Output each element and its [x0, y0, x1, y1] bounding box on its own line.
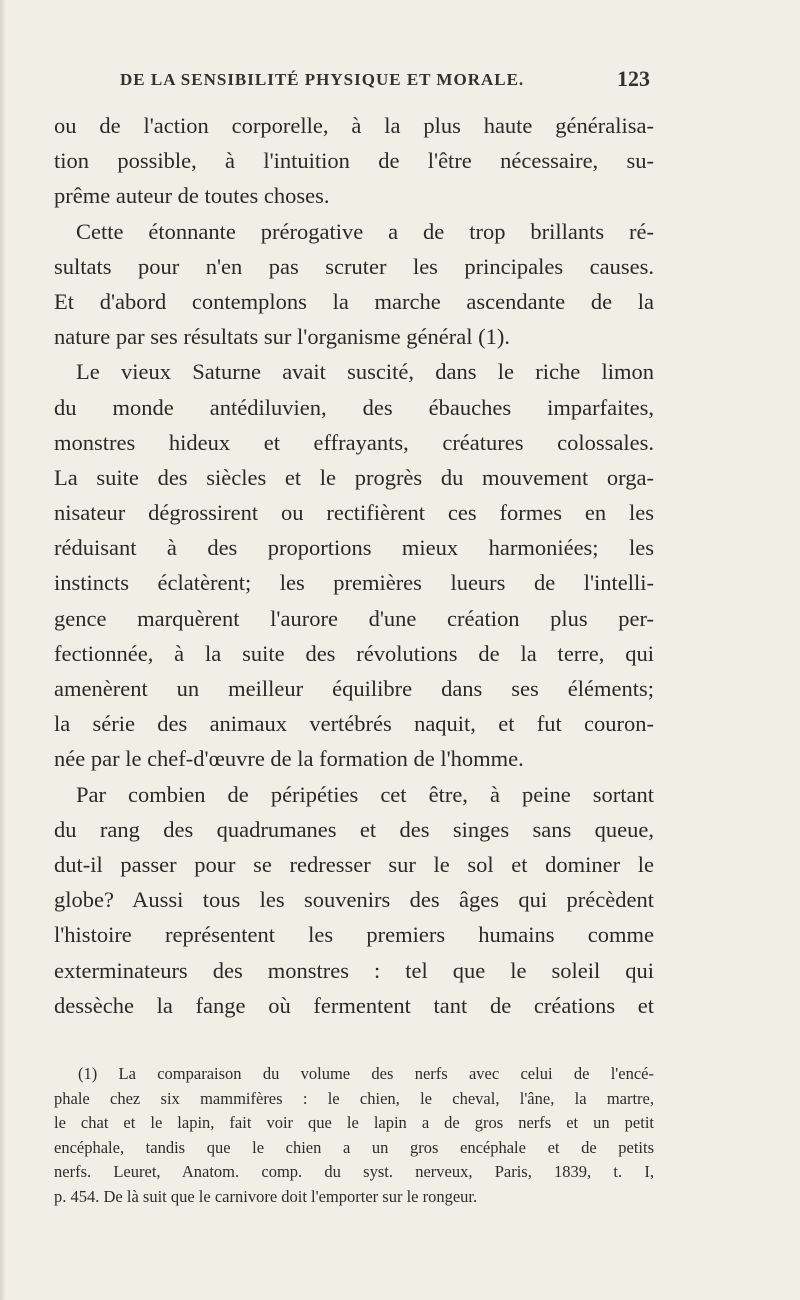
footnote-line: p. 454. De là suit que le carnivore doit l'emporter sur le rongeur. — [54, 1186, 478, 1206]
page-number: 123 — [617, 66, 650, 91]
footnote-line: (1) La comparaison du volume des nerfs avec celui de l'encé- — [78, 1064, 654, 1083]
text-line: exterminateurs des monstres : tel que le soleil qui — [54, 957, 654, 983]
text-line: instincts éclatèrent; les premières lueurs de l'intelli- — [54, 570, 654, 596]
text-line: Cette étonnante prérogative a de trop brillants ré- — [76, 218, 654, 244]
text-line: réduisant à des proportions mieux harmoniées; les — [54, 535, 654, 561]
text-line: fectionnée, à la suite des révolutions de la terre, qui — [54, 640, 654, 666]
text-line: tion possible, à l'intuition de l'être nécessaire, su- — [54, 148, 654, 174]
text-line: globe? Aussi tous les souvenirs des âges qui précèdent — [54, 887, 654, 913]
text-line: amenèrent un meilleur équilibre dans ses éléments; — [54, 676, 654, 701]
text-line: la série des animaux vertébrés naquit, et fut couron- — [54, 711, 654, 737]
text-line: l'histoire représentent les premiers humains comme — [54, 922, 654, 948]
running-head: DE LA SENSIBILITÉ PHYSIQUE ET MORALE. — [120, 70, 525, 89]
text-line: Le vieux Saturne avait suscité, dans le riche limon — [76, 359, 654, 385]
text-line: du monde antédiluvien, des ébauches imparfaites, — [54, 394, 654, 420]
footnote-line: encéphale, tandis que le chien a un gros encéphale et de petits — [54, 1137, 654, 1157]
text-line: dessèche la fange où fermentent tant de créations et — [54, 992, 654, 1018]
footnote-line: nerfs. Leuret, Anatom. comp. du syst. nerveux, Paris, 1839, t. I, — [54, 1162, 654, 1182]
text-line: sultats pour n'en pas scruter les principales causes. — [54, 253, 654, 279]
text-line: nisateur dégrossirent ou rectifièrent ces formes en les — [54, 500, 654, 526]
text-line: monstres hideux et effrayants, créatures colossales. — [54, 429, 654, 455]
footnote-line: phale chez six mammifères : le chien, le cheval, l'âne, la martre, — [54, 1088, 654, 1108]
text-line: La suite des siècles et le progrès du mouvement orga- — [54, 464, 654, 490]
text-line: gence marquèrent l'aurore d'une création plus per- — [54, 605, 654, 631]
page-header — [120, 66, 650, 96]
text-line: Par combien de péripéties cet être, à peine sortant — [76, 781, 654, 807]
text-line: dut-il passer pour se redresser sur le sol et dominer le — [54, 851, 654, 877]
footnote — [54, 1062, 654, 1210]
footnote-line: le chat et le lapin, fait voir que le lapin a de gros nerfs et un petit — [54, 1113, 654, 1133]
text-line: prême auteur de toutes choses. — [54, 183, 330, 209]
page-edge-shadow — [0, 0, 6, 1300]
text-line: du rang des quadrumanes et des singes sans queue, — [54, 816, 654, 842]
body-text — [54, 108, 654, 1023]
text-line: ou de l'action corporelle, à la plus haute généralisa- — [54, 113, 654, 138]
text-line: née par le chef-d'œuvre de la formation de l'homme. — [54, 746, 524, 772]
text-line: nature par ses résultats sur l'organisme général (1). — [54, 324, 510, 350]
text-line: Et d'abord contemplons la marche ascendante de la — [54, 288, 654, 314]
